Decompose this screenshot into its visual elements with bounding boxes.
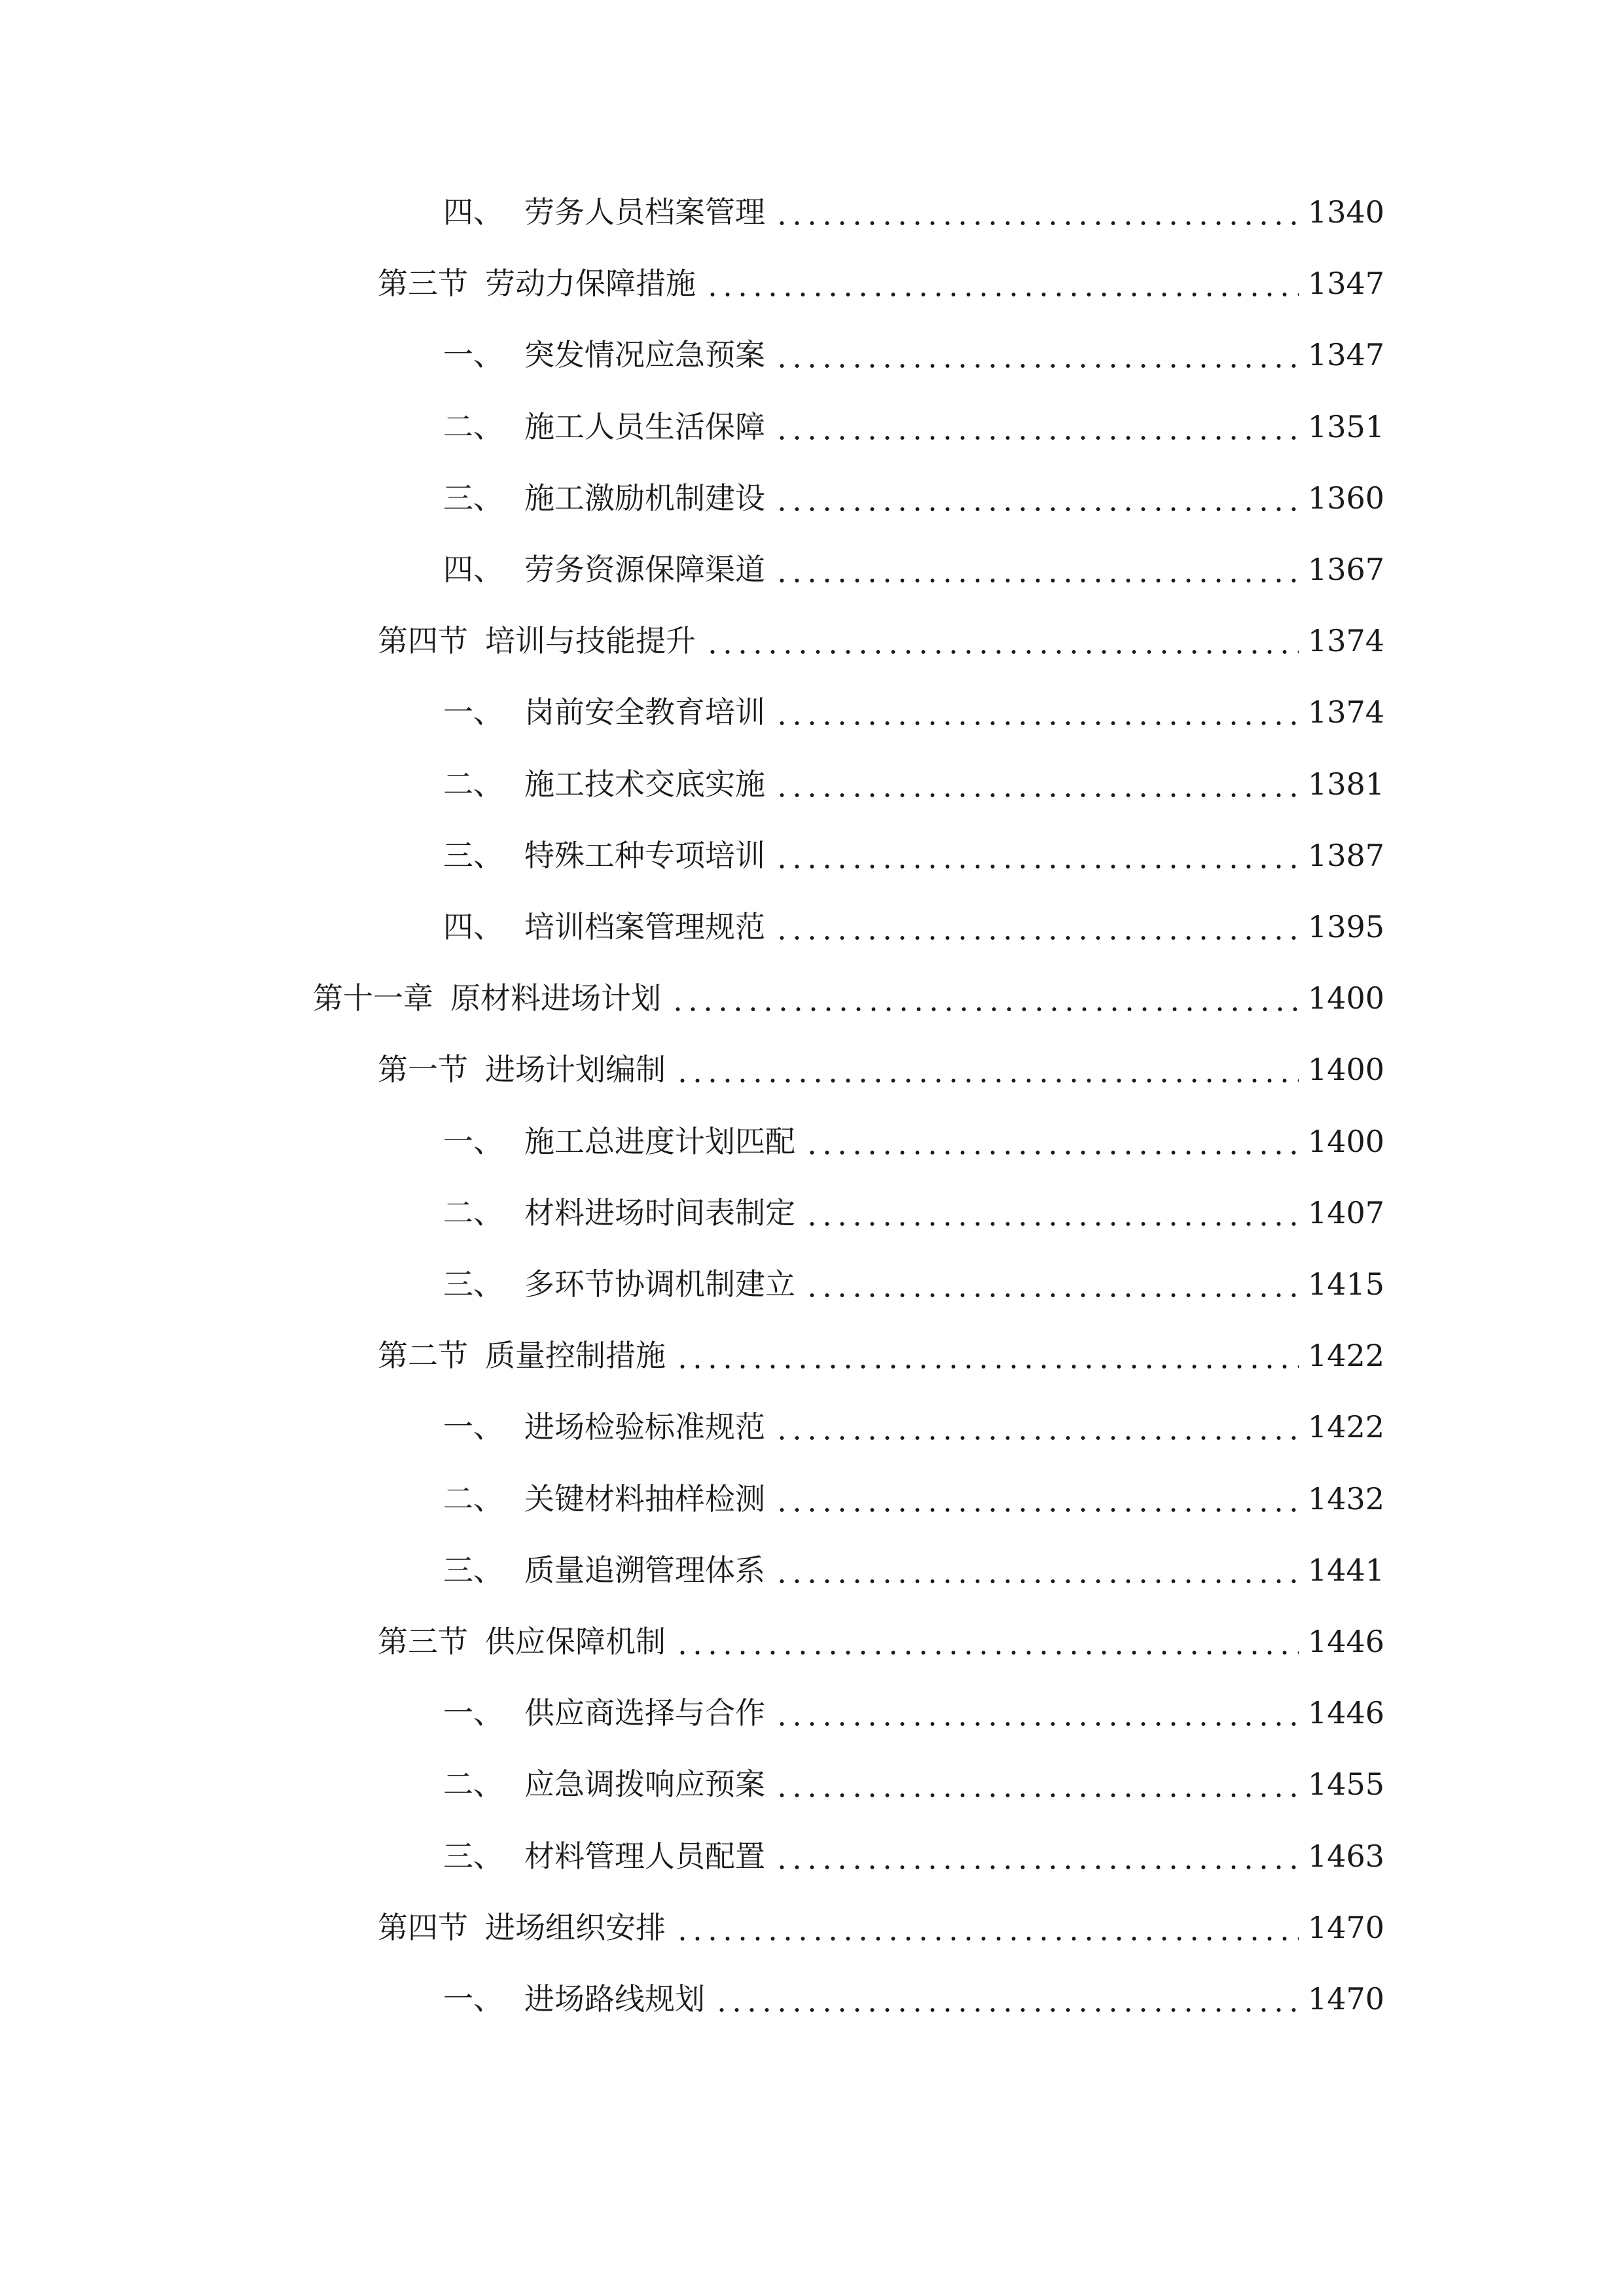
- toc-dot-leader: [774, 436, 1299, 440]
- toc-entry-number: 四、: [443, 909, 503, 944]
- toc-dot-leader: [670, 1007, 1299, 1011]
- toc-dot-leader: [675, 1937, 1299, 1941]
- toc-entry-number: 二、: [443, 409, 503, 444]
- toc-dot-leader: [774, 1508, 1299, 1512]
- toc-entry-title: 材料进场时间表制定: [524, 1195, 795, 1230]
- toc-entry-number: 四、: [443, 194, 503, 230]
- toc-page-number: 1340: [1307, 194, 1384, 230]
- toc-entry-number: 二、: [443, 1767, 503, 1802]
- toc-entry-section[interactable]: [378, 1614, 1384, 1669]
- toc-entry-number: 一、: [443, 1409, 503, 1444]
- toc-entry-section[interactable]: [378, 613, 1384, 668]
- toc-entry-number: 三、: [443, 480, 503, 516]
- toc-entry-item[interactable]: [443, 899, 1384, 954]
- toc-entry-title: 材料管理人员配置: [524, 1839, 765, 1874]
- toc-dot-leader: [774, 865, 1299, 869]
- toc-page-number: 1422: [1307, 1338, 1384, 1373]
- toc-entry-title: 施工技术交底实施: [524, 766, 765, 802]
- toc-page-number: 1400: [1307, 1124, 1384, 1159]
- toc-entry-number: 三、: [443, 1839, 503, 1874]
- toc-entry-title: 突发情况应急预案: [524, 337, 765, 372]
- toc-entry-number: 三、: [443, 1552, 503, 1588]
- toc-dot-leader: [774, 936, 1299, 940]
- toc-entry-title: 多环节协调机制建立: [524, 1266, 795, 1302]
- toc-entry-title: 特殊工种专项培训: [524, 838, 765, 873]
- toc-entry-title: 进场检验标准规范: [524, 1409, 765, 1444]
- toc-entry-title: 质量追溯管理体系: [524, 1552, 765, 1588]
- toc-entry-section[interactable]: [378, 1042, 1384, 1097]
- toc-dot-leader: [804, 1151, 1299, 1155]
- toc-entry-title: 劳务人员档案管理: [524, 194, 765, 230]
- toc-dot-leader: [774, 1579, 1299, 1583]
- toc-entry-number: 第三节: [378, 1624, 468, 1659]
- toc-entry-title: 劳动力保障措施: [485, 266, 696, 301]
- toc-entry-title: 施工总进度计划匹配: [524, 1124, 795, 1159]
- toc-entry-number: 第三节: [378, 266, 468, 301]
- toc-dot-leader: [774, 1436, 1299, 1440]
- toc-entry-title: 岗前安全教育培训: [524, 694, 765, 730]
- toc-dot-leader: [774, 721, 1299, 725]
- toc-entry-item[interactable]: [443, 185, 1384, 240]
- toc-dot-leader: [774, 221, 1299, 225]
- toc-entry-number: 一、: [443, 1124, 503, 1159]
- toc-page-number: 1446: [1307, 1695, 1384, 1731]
- toc-dot-leader: [774, 364, 1299, 368]
- toc-entry-number: 三、: [443, 838, 503, 873]
- toc-entry-title: 培训与技能提升: [485, 623, 696, 658]
- toc-dot-leader: [774, 1865, 1299, 1869]
- toc-page-number: 1367: [1307, 552, 1384, 587]
- toc-entry-item[interactable]: [443, 1185, 1384, 1240]
- toc-page-number: 1360: [1307, 480, 1384, 516]
- toc-entry-item[interactable]: [443, 1543, 1384, 1598]
- toc-page-number: 1415: [1307, 1266, 1384, 1302]
- toc-entry-title: 施工人员生活保障: [524, 409, 765, 444]
- toc-page-number: 1407: [1307, 1195, 1384, 1230]
- toc-dot-leader: [774, 579, 1299, 583]
- toc-dot-leader: [774, 793, 1299, 797]
- toc-entry-title: 关键材料抽样检测: [524, 1481, 765, 1516]
- toc-page-number: 1381: [1307, 766, 1384, 802]
- toc-entry-section[interactable]: [378, 1900, 1384, 1955]
- toc-entry-title: 供应商选择与合作: [524, 1695, 765, 1731]
- toc-entry-title: 培训档案管理规范: [524, 909, 765, 944]
- toc-entry-number: 第四节: [378, 623, 468, 658]
- toc-dot-leader: [774, 1793, 1299, 1797]
- toc-entry-number: 一、: [443, 1695, 503, 1731]
- toc-entry-number: 第一节: [378, 1052, 468, 1087]
- toc-entry-title: 质量控制措施: [485, 1338, 666, 1373]
- toc-entry-item[interactable]: [443, 1757, 1384, 1812]
- toc-entry-number: 第二节: [378, 1338, 468, 1373]
- toc-page-number: 1455: [1307, 1767, 1384, 1802]
- toc-entry-item[interactable]: [443, 542, 1384, 597]
- toc-entry-item[interactable]: [443, 828, 1384, 883]
- toc-entry-number: 一、: [443, 1981, 503, 2017]
- toc-entry-item[interactable]: [443, 1829, 1384, 1884]
- toc-page-number: 1374: [1307, 623, 1384, 658]
- toc-entry-number: 二、: [443, 1195, 503, 1230]
- toc-page-number: 1422: [1307, 1409, 1384, 1444]
- toc-entry-title: 施工激励机制建设: [524, 480, 765, 516]
- toc-entry-number: 一、: [443, 694, 503, 730]
- toc-entry-item[interactable]: [443, 1971, 1384, 2026]
- toc-dot-leader: [675, 1079, 1299, 1083]
- toc-entry-title: 进场路线规划: [524, 1981, 705, 2017]
- toc-entry-item[interactable]: [443, 685, 1384, 740]
- toc-page-number: 1441: [1307, 1552, 1384, 1588]
- toc-entry-number: 三、: [443, 1266, 503, 1302]
- toc-page-number: 1400: [1307, 980, 1384, 1016]
- toc-dot-leader: [774, 507, 1299, 511]
- toc-entry-item[interactable]: [443, 471, 1384, 526]
- toc-page-number: 1374: [1307, 694, 1384, 730]
- toc-entry-title: 原材料进场计划: [450, 980, 661, 1016]
- toc-page-number: 1446: [1307, 1624, 1384, 1659]
- toc-entry-title: 进场计划编制: [485, 1052, 666, 1087]
- toc-entry-title: 进场组织安排: [485, 1910, 666, 1945]
- toc-entry-number: 二、: [443, 766, 503, 802]
- toc-page-number: 1387: [1307, 838, 1384, 873]
- toc-entry-chapter[interactable]: [313, 971, 1384, 1026]
- toc-page-number: 1463: [1307, 1839, 1384, 1874]
- toc-entry-number: 四、: [443, 552, 503, 587]
- toc-dot-leader: [804, 1293, 1299, 1297]
- toc-entry-title: 劳务资源保障渠道: [524, 552, 765, 587]
- toc-page-number: 1470: [1307, 1910, 1384, 1945]
- toc-entry-number: 二、: [443, 1481, 503, 1516]
- toc-entry-item[interactable]: [443, 1114, 1384, 1169]
- toc-entry-item[interactable]: [443, 757, 1384, 812]
- toc-entry-item[interactable]: [443, 327, 1384, 382]
- toc-page-number: 1400: [1307, 1052, 1384, 1087]
- toc-entry-number: 第四节: [378, 1910, 468, 1945]
- toc-page-number: 1347: [1307, 266, 1384, 301]
- toc-page-number: 1347: [1307, 337, 1384, 372]
- toc-dot-leader: [774, 1722, 1299, 1726]
- toc-entry-item[interactable]: [443, 399, 1384, 454]
- toc-entry-number: 第十一章: [313, 980, 433, 1016]
- toc-page-number: 1351: [1307, 409, 1384, 444]
- toc-entry-item[interactable]: [443, 1399, 1384, 1454]
- toc-entry-number: 一、: [443, 337, 503, 372]
- toc-entry-item[interactable]: [443, 1471, 1384, 1526]
- toc-entry-section[interactable]: [378, 1328, 1384, 1383]
- toc-dot-leader: [705, 293, 1299, 296]
- toc-dot-leader: [705, 650, 1299, 654]
- toc-page-number: 1470: [1307, 1981, 1384, 2017]
- toc-entry-title: 供应保障机制: [485, 1624, 666, 1659]
- toc-dot-leader: [675, 1651, 1299, 1655]
- toc-entry-item[interactable]: [443, 1685, 1384, 1740]
- toc-dot-leader: [675, 1365, 1299, 1369]
- toc-entry-section[interactable]: [378, 256, 1384, 311]
- toc-dot-leader: [804, 1222, 1299, 1226]
- toc-page-number: 1395: [1307, 909, 1384, 944]
- toc-dot-leader: [714, 2008, 1299, 2012]
- toc-entry-item[interactable]: [443, 1257, 1384, 1312]
- toc-entry-title: 应急调拨响应预案: [524, 1767, 765, 1802]
- toc-page-number: 1432: [1307, 1481, 1384, 1516]
